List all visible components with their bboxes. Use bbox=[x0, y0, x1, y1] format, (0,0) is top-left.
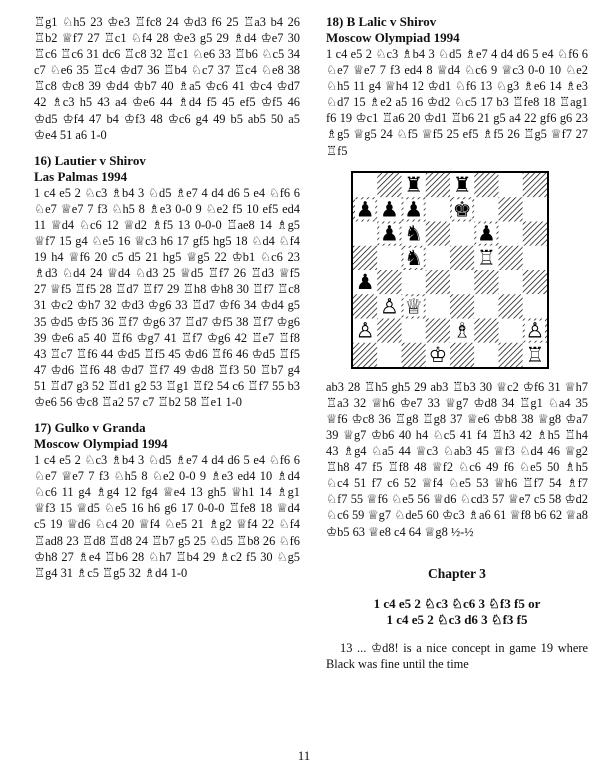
board-square bbox=[426, 318, 450, 342]
board-square bbox=[499, 221, 523, 245]
board-square bbox=[450, 270, 474, 294]
game-moves: 1 c4 e5 2 ♘c3 ♗b4 3 ♘d5 ♗e7 4 d4 d6 5 e4 ♘f6 6 ♘e7 ♕e7 7 f3 ♘h5 8 ♘e2 0-0 9 ♗e3 ed4 10 ♗d4 ♘c6 11 g4 ♗g4 12 fg4 ♕e4 13 gh5 ♕h1 14 ♗g1 ♕f3 15 ♕d5 ♘e5 16 h6 g6 17 0-0-0 ♖fe8 18 ♕d4 c5 19 ♕d6 ♘c4 20 ♕f4 ♘e5 21 ♗g2 ♕f4 22 ♘f4 ♖ad8 23 ♖d8 ♖d8 24 ♖b7 g5 25 ♘d5 ♖b8 26 ♘f6 ♔h8 27 ♗e4 ♖b6 28 ♘h7 ♖b4 29 ♗c2 f5 30 ♘g5 ♖g4 31 ♗c5 ♖g5 32 ♗d4 1-0 bbox=[34, 453, 300, 580]
board-square bbox=[353, 294, 377, 318]
board-square bbox=[474, 270, 498, 294]
board-square bbox=[499, 197, 523, 221]
game-moves: 1 c4 e5 2 ♘c3 ♗b4 3 ♘d5 ♗e7 4 d4 d6 5 e4 ♘f6 6 ♘e7 ♕e7 7 f3 ed4 8 ♕d4 ♘c6 9 ♕c3 0-0 10 ♘e2 ♘h5 11 g4 ♕h4 12 ♔d1 ♘f6 13 ♘g3 ♗e6 14 ♗e3 ♘d7 15 ♗e2 a5 16 ♔d2 ♘c5 17 b3 ♖fe8 18 ♖ag1 f6 19 ♔c1 ♖a6 20 ♔d1 ♖b6 21 g5 a4 22 gf6 g6 23 ♗g5 ♕g5 24 ♘f5 ♕f5 25 ef5 ♗f5 26 ♖g5 ♕f7 27 ♖f5 bbox=[326, 47, 588, 158]
game-16 bbox=[34, 153, 300, 410]
game-moves: 1 c4 e5 2 ♘c3 ♗b4 3 ♘d5 ♗e7 4 d4 d6 5 e4 ♘f6 6 ♘e7 ♕e7 7 f3 ♘h5 8 ♗e3 0-0 9 ♘e2 f5 10 ef5 ed4 11 ♕d4 ♘c6 12 ♕d2 ♗f5 13 0-0-0 ♖ae8 14 ♗g5 ♕f7 15 g4 ♘e5 16 ♕c3 h6 17 gf5 hg5 18 ♘d4 ♘f4 19 h4 ♕f6 20 c5 d5 21 hg5 ♕g5 22 ♔b1 ♘c6 23 ♗d3 ♘d4 24 ♕d4 ♘d3 25 ♕d5 ♖f7 26 ♖d3 ♕f5 27 ♕f5 ♖f5 28 ♖d7 ♖f7 29 ♖h8 ♔h8 30 ♖f7 ♖c8 31 ♔c2 ♔h7 32 ♔d3 ♔g6 33 ♖d7 ♔f6 34 ♔d4 g5 35 ♔d5 ♔f5 36 ♖f7 ♔g6 37 ♖d7 ♔f5 38 ♖f7 ♔g6 39 ♔e6 a5 40 ♖f6 ♔g7 41 ♖f7 ♔g6 42 ♖e7 ♖f8 43 ♖c7 ♖f6 44 ♔d5 ♖f5 45 ♔d6 ♖f6 46 ♔d5 ♖f5 47 ♔d6 ♖f6 48 ♔d7 ♖f7 49 ♔d8 ♖f3 50 ♖b7 g4 51 ♖d7 g3 52 ♖d1 g2 53 ♖g1 ♖f2 54 c6 ♖f7 55 b3 ♔e6 56 ♔c8 ♖a2 57 c7 ♖b2 58 ♖e1 1-0 bbox=[34, 185, 300, 409]
chess-piece: ♙ bbox=[355, 318, 375, 343]
game-event: Moscow Olympiad 1994 bbox=[34, 436, 168, 452]
board-square bbox=[377, 270, 401, 294]
board-square bbox=[523, 197, 547, 221]
board-square bbox=[499, 173, 523, 197]
game-event: Moscow Olympiad 1994 bbox=[326, 30, 460, 45]
board-square bbox=[377, 245, 401, 269]
game-18 bbox=[326, 14, 588, 159]
game-moves-continued: ab3 28 ♖h5 gh5 29 ab3 ♖b3 30 ♕c2 ♔f6 31 ♕h7 ♖a3 32 ♕h6 ♔e7 33 ♕g7 ♔d8 34 ♖g1 ♘a4 35 ♕f6 ♔c8 36 ♖g8 ♖g8 37 ♕e6 ♔b8 38 ♕g8 ♔a7 39 ♕g7 ♔b6 40 h4 ♘c5 41 f4 ♖h3 42 ♗h5 ♖h4 43 ♗g4 ♘a5 44 ♕c3 ♘ab3 45 ♕f3 ♘d4 46 ♕g2 ♖h8 47 f5 ♖f8 48 ♕f2 ♘c6 49 f6 ♘e5 50 ♗h5 ♘c4 51 f7 c6 52 ♕f4 ♘e5 53 ♕h6 ♖f7 54 ♗f7 ♘f7 55 ♕f6 ♘e5 56 ♕d6 ♘cd3 57 ♕e7 c5 58 ♔d2 ♘c6 59 ♕g7 ♘de5 60 ♔c3 ♗a6 61 ♕f8 b6 62 ♕a8 ♔b5 63 ♕e8 c4 64 ♕g8 ½-½ bbox=[326, 379, 588, 539]
chess-diagram bbox=[351, 171, 549, 369]
board-square bbox=[426, 294, 450, 318]
board-square bbox=[474, 318, 498, 342]
board-square bbox=[474, 294, 498, 318]
board-square bbox=[353, 173, 377, 197]
chess-piece: ♞ bbox=[404, 245, 424, 270]
board-square bbox=[523, 173, 547, 197]
board-square bbox=[426, 221, 450, 245]
opening-line: 1 c4 e5 2 ♘c3 ♘c6 3 ♘f3 f5 or bbox=[373, 595, 541, 611]
board-square bbox=[426, 270, 450, 294]
chess-piece: ♟ bbox=[476, 221, 496, 246]
board-square bbox=[402, 318, 426, 342]
board-square bbox=[499, 270, 523, 294]
board-square bbox=[426, 245, 450, 269]
board-square bbox=[450, 245, 474, 269]
chess-piece: ♜ bbox=[404, 172, 424, 197]
chess-piece: ♖ bbox=[525, 342, 545, 367]
right-column bbox=[326, 14, 588, 672]
chapter-heading: Chapter 3 bbox=[428, 565, 486, 581]
board-square bbox=[523, 270, 547, 294]
chess-piece: ♟ bbox=[379, 197, 399, 222]
board-square bbox=[377, 173, 401, 197]
chess-piece: ♟ bbox=[355, 197, 375, 222]
board-square bbox=[377, 318, 401, 342]
board-square bbox=[523, 294, 547, 318]
game-title: 17) Gulko v Granda bbox=[34, 420, 146, 436]
chess-piece: ♕ bbox=[404, 294, 424, 319]
chess-piece: ♚ bbox=[452, 197, 472, 222]
chess-board bbox=[353, 173, 547, 367]
board-square bbox=[499, 245, 523, 269]
left-column bbox=[34, 14, 300, 591]
previous-game-continuation bbox=[34, 14, 300, 143]
opening-line: 1 c4 e5 2 ♘c3 d6 3 ♘f3 f5 bbox=[386, 611, 528, 627]
board-square bbox=[450, 221, 474, 245]
board-square bbox=[474, 173, 498, 197]
board-square bbox=[523, 245, 547, 269]
board-square bbox=[426, 173, 450, 197]
board-square bbox=[523, 221, 547, 245]
game-title: 18) B Lalic v Shirov bbox=[326, 14, 437, 29]
board-square bbox=[402, 342, 426, 366]
board-square bbox=[450, 294, 474, 318]
board-square bbox=[353, 221, 377, 245]
board-square bbox=[402, 270, 426, 294]
game-17 bbox=[34, 420, 300, 581]
board-square bbox=[426, 197, 450, 221]
intro-paragraph: 13 ... ♔d8! is a nice concept in game 19 where Black was fine until the time bbox=[326, 640, 588, 671]
chess-piece: ♗ bbox=[452, 318, 472, 343]
chess-piece: ♞ bbox=[404, 221, 424, 246]
board-square bbox=[499, 342, 523, 366]
chess-piece: ♖ bbox=[476, 245, 496, 270]
chess-piece: ♟ bbox=[355, 269, 375, 294]
board-square bbox=[474, 342, 498, 366]
game-event: Las Palmas 1994 bbox=[34, 168, 128, 184]
game-title: 16) Lautier v Shirov bbox=[34, 152, 146, 168]
chess-piece: ♟ bbox=[379, 221, 399, 246]
chess-piece: ♙ bbox=[525, 318, 545, 343]
chess-piece: ♜ bbox=[452, 172, 472, 197]
chess-piece: ♔ bbox=[428, 342, 448, 367]
board-square bbox=[499, 318, 523, 342]
game-moves: ♖g1 ♘h5 23 ♔e3 ♖fc8 24 ♔d3 f6 25 ♖a3 b4 26 ♖b2 ♕f7 27 ♖c1 ♘f4 28 ♔e3 g5 29 ♗d4 ♔e7 30 ♖c6 ♖c6 31 dc6 ♖c8 32 ♖c1 ♘e6 33 ♖b6 ♘c5 34 c7 ♘e6 35 ♖c4 ♔d7 36 ♖b4 ♘c7 37 ♖c4 ♘e8 38 ♖c8 ♔c8 39 ♔d4 ♔b7 40 ♗a5 ♔c6 41 ♔c4 ♔d7 42 ♗c3 h5 43 a4 ♔e6 44 ♗d4 f5 45 ef5 ♔f5 46 ♔d5 ♔f4 47 b4 ♔f3 48 ♔c6 g4 49 b5 ab5 50 a5 ♔e4 51 a6 1-0 bbox=[34, 15, 300, 142]
board-square bbox=[450, 342, 474, 366]
page-number: 11 bbox=[297, 748, 311, 763]
board-square bbox=[353, 342, 377, 366]
chess-piece: ♙ bbox=[379, 294, 399, 319]
board-square bbox=[377, 342, 401, 366]
board-square bbox=[353, 245, 377, 269]
chess-piece: ♟ bbox=[404, 197, 424, 222]
board-square bbox=[474, 197, 498, 221]
board-square bbox=[499, 294, 523, 318]
